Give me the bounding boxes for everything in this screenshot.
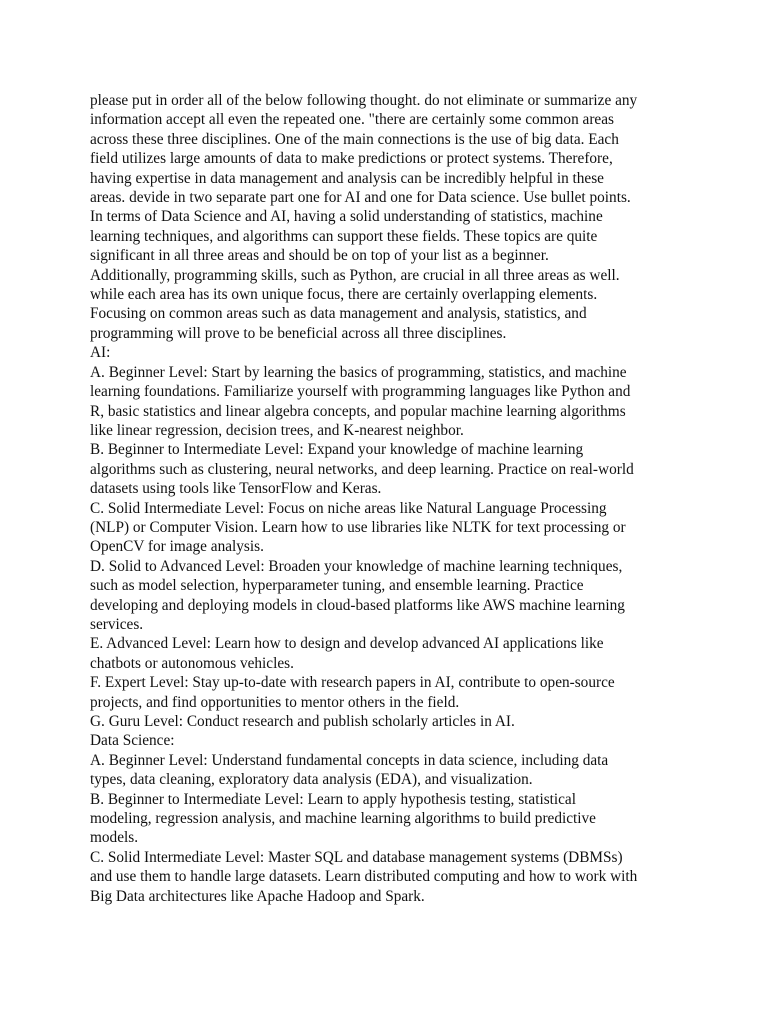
text-line: types, data cleaning, exploratory data analysis (EDA), and visualization.	[90, 771, 533, 789]
text-line: developing and deploying models in cloud-based platforms like AWS machine learning	[90, 596, 625, 614]
document-page	[90, 91, 710, 906]
text-line: learning techniques, and algorithms can support these fields. These topics are quite	[90, 227, 598, 245]
text-line: C. Solid Intermediate Level: Focus on niche areas like Natural Language Processing	[90, 499, 607, 517]
text-line: like linear regression, decision trees, and K-nearest neighbor.	[90, 421, 464, 439]
text-line: B. Beginner to Intermediate Level: Expand your knowledge of machine learning	[90, 441, 584, 459]
text-line: D. Solid to Advanced Level: Broaden your knowledge of machine learning techniques,	[90, 557, 623, 575]
text-line: services.	[90, 615, 144, 633]
text-line: In terms of Data Science and AI, having a solid understanding of statistics, machine	[90, 208, 603, 226]
text-line: information accept all even the repeated one. "there are certainly some common areas	[90, 111, 614, 129]
text-line: B. Beginner to Intermediate Level: Learn to apply hypothesis testing, statistical	[90, 790, 576, 808]
text-line: please put in order all of the below following thought. do not eliminate or summarize any	[90, 92, 638, 109]
text-line: and use them to handle large datasets. Learn distributed computing and how to work with	[90, 868, 638, 886]
text-line: F. Expert Level: Stay up-to-date with research papers in AI, contribute to open-source	[90, 674, 615, 692]
text-line: significant in all three areas and should be on top of your list as a beginner.	[90, 247, 549, 265]
text-line: while each area has its own unique focus, there are certainly overlapping elements.	[90, 286, 598, 304]
text-line: A. Beginner Level: Start by learning the basics of programming, statistics, and machine	[90, 363, 627, 381]
text-line: having expertise in data management and analysis can be incredibly helpful in these	[90, 169, 604, 187]
text-line: Additionally, programming skills, such as Python, are crucial in all three areas as well.	[90, 266, 620, 284]
text-line: models.	[90, 829, 139, 847]
text-line: Big Data architectures like Apache Hadoop and Spark.	[90, 887, 425, 905]
text-line: Focusing on common areas such as data management and analysis, statistics, and	[90, 305, 587, 323]
text-line: datasets using tools like TensorFlow and Keras.	[90, 480, 382, 498]
text-line: modeling, regression analysis, and machine learning algorithms to build predictive	[90, 810, 596, 828]
text-line: programming will prove to be beneficial across all three disciplines.	[90, 324, 507, 342]
text-line: A. Beginner Level: Understand fundamental concepts in data science, including data	[90, 751, 609, 769]
text-line: projects, and find opportunities to mentor others in the field.	[90, 693, 460, 711]
section-heading-ai: AI:	[90, 344, 111, 362]
text-line: field utilizes large amounts of data to make predictions or protect systems. Therefore,	[90, 150, 613, 168]
text-line: across these three disciplines. One of the main connections is the use of big data. Each	[90, 130, 619, 148]
text-line: E. Advanced Level: Learn how to design and develop advanced AI applications like	[90, 635, 604, 653]
text-line: G. Guru Level: Conduct research and publish scholarly articles in AI.	[90, 713, 515, 730]
text-line: such as model selection, hyperparameter tuning, and ensemble learning. Practice	[90, 577, 584, 595]
text-line: C. Solid Intermediate Level: Master SQL and database management systems (DBMSs)	[90, 848, 623, 866]
text-line: OpenCV for image analysis.	[90, 538, 264, 556]
text-line: chatbots or autonomous vehicles.	[90, 654, 294, 672]
text-line: learning foundations. Familiarize yourself with programming languages like Python and	[90, 383, 631, 401]
section-heading-data-science: Data Science:	[90, 732, 175, 750]
text-line: R, basic statistics and linear algebra concepts, and popular machine learning algorithms	[90, 402, 626, 420]
text-line: (NLP) or Computer Vision. Learn how to use libraries like NLTK for text processing or	[90, 518, 626, 536]
text-line: algorithms such as clustering, neural networks, and deep learning. Practice on real-world	[90, 460, 634, 478]
text-line: areas. devide in two separate part one for AI and one for Data science. Use bullet points.	[90, 189, 631, 207]
